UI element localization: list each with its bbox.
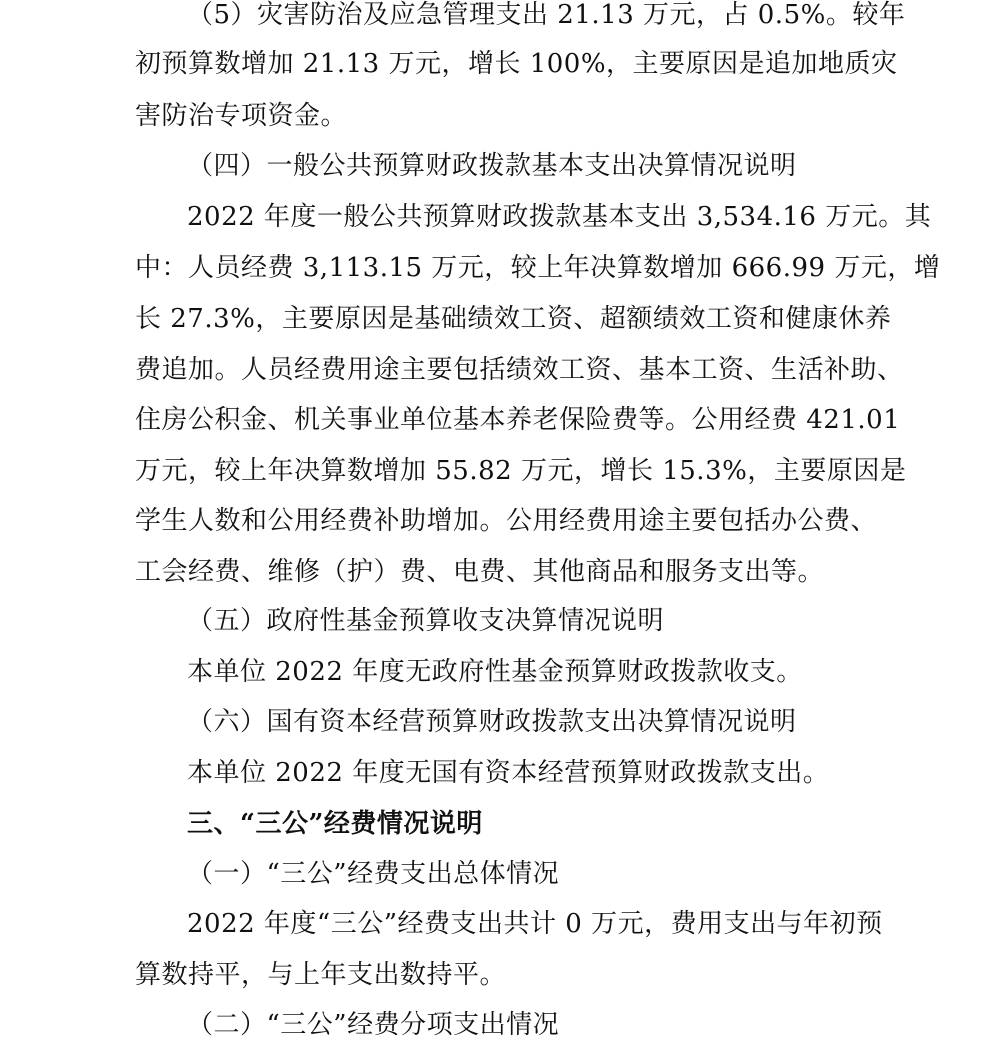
paragraph-line: 本单位 2022 年度无政府性基金预算财政拨款收支。 bbox=[187, 657, 803, 687]
paragraph-line: 费追加。人员经费用途主要包括绩效工资、基本工资、生活补助、 bbox=[135, 355, 904, 385]
paragraph-line: 初预算数增加 21.13 万元，增长 100%，主要原因是追加地质灾 bbox=[135, 49, 898, 79]
paragraph-line: 中：人员经费 3,113.15 万元，较上年决算数增加 666.99 万元，增 bbox=[135, 253, 941, 283]
paragraph-line: 长 27.3%，主要原因是基础绩效工资、超额绩效工资和健康休养 bbox=[135, 304, 892, 334]
paragraph-line: 害防治专项资金。 bbox=[135, 101, 348, 131]
section-heading: （六）国有资本经营预算财政拨款支出决算情况说明 bbox=[187, 707, 797, 737]
paragraph-line: 学生人数和公用经费补助增加。公用经费用途主要包括办公费、 bbox=[135, 506, 878, 536]
paragraph-line: 住房公积金、机关事业单位基本养老保险费等。公用经费 421.01 bbox=[135, 405, 901, 435]
paragraph-line: 2022 年度一般公共预算财政拨款基本支出 3,534.16 万元。其 bbox=[187, 202, 932, 232]
section-heading: （一）“三公”经费支出总体情况 bbox=[187, 859, 560, 889]
paragraph-line: 本单位 2022 年度无国有资本经营预算财政拨款支出。 bbox=[187, 758, 830, 788]
paragraph-line: 2022 年度“三公”经费支出共计 0 万元，费用支出与年初预 bbox=[187, 909, 883, 939]
paragraph-line: 算数持平，与上年支出数持平。 bbox=[135, 960, 507, 990]
paragraph-line: 万元，较上年决算数增加 55.82 万元，增长 15.3%，主要原因是 bbox=[135, 456, 907, 486]
section-heading: （四）一般公共预算财政拨款基本支出决算情况说明 bbox=[187, 151, 797, 181]
paragraph-line: （5）灾害防治及应急管理支出 21.13 万元，占 0.5%。较年 bbox=[187, 0, 906, 30]
section-heading: （二）“三公”经费分项支出情况 bbox=[187, 1010, 560, 1040]
paragraph-line: 工会经费、维修（护）费、电费、其他商品和服务支出等。 bbox=[135, 557, 825, 587]
section-heading: （五）政府性基金预算收支决算情况说明 bbox=[187, 606, 665, 636]
chapter-heading: 三、“三公”经费情况说明 bbox=[187, 809, 483, 839]
